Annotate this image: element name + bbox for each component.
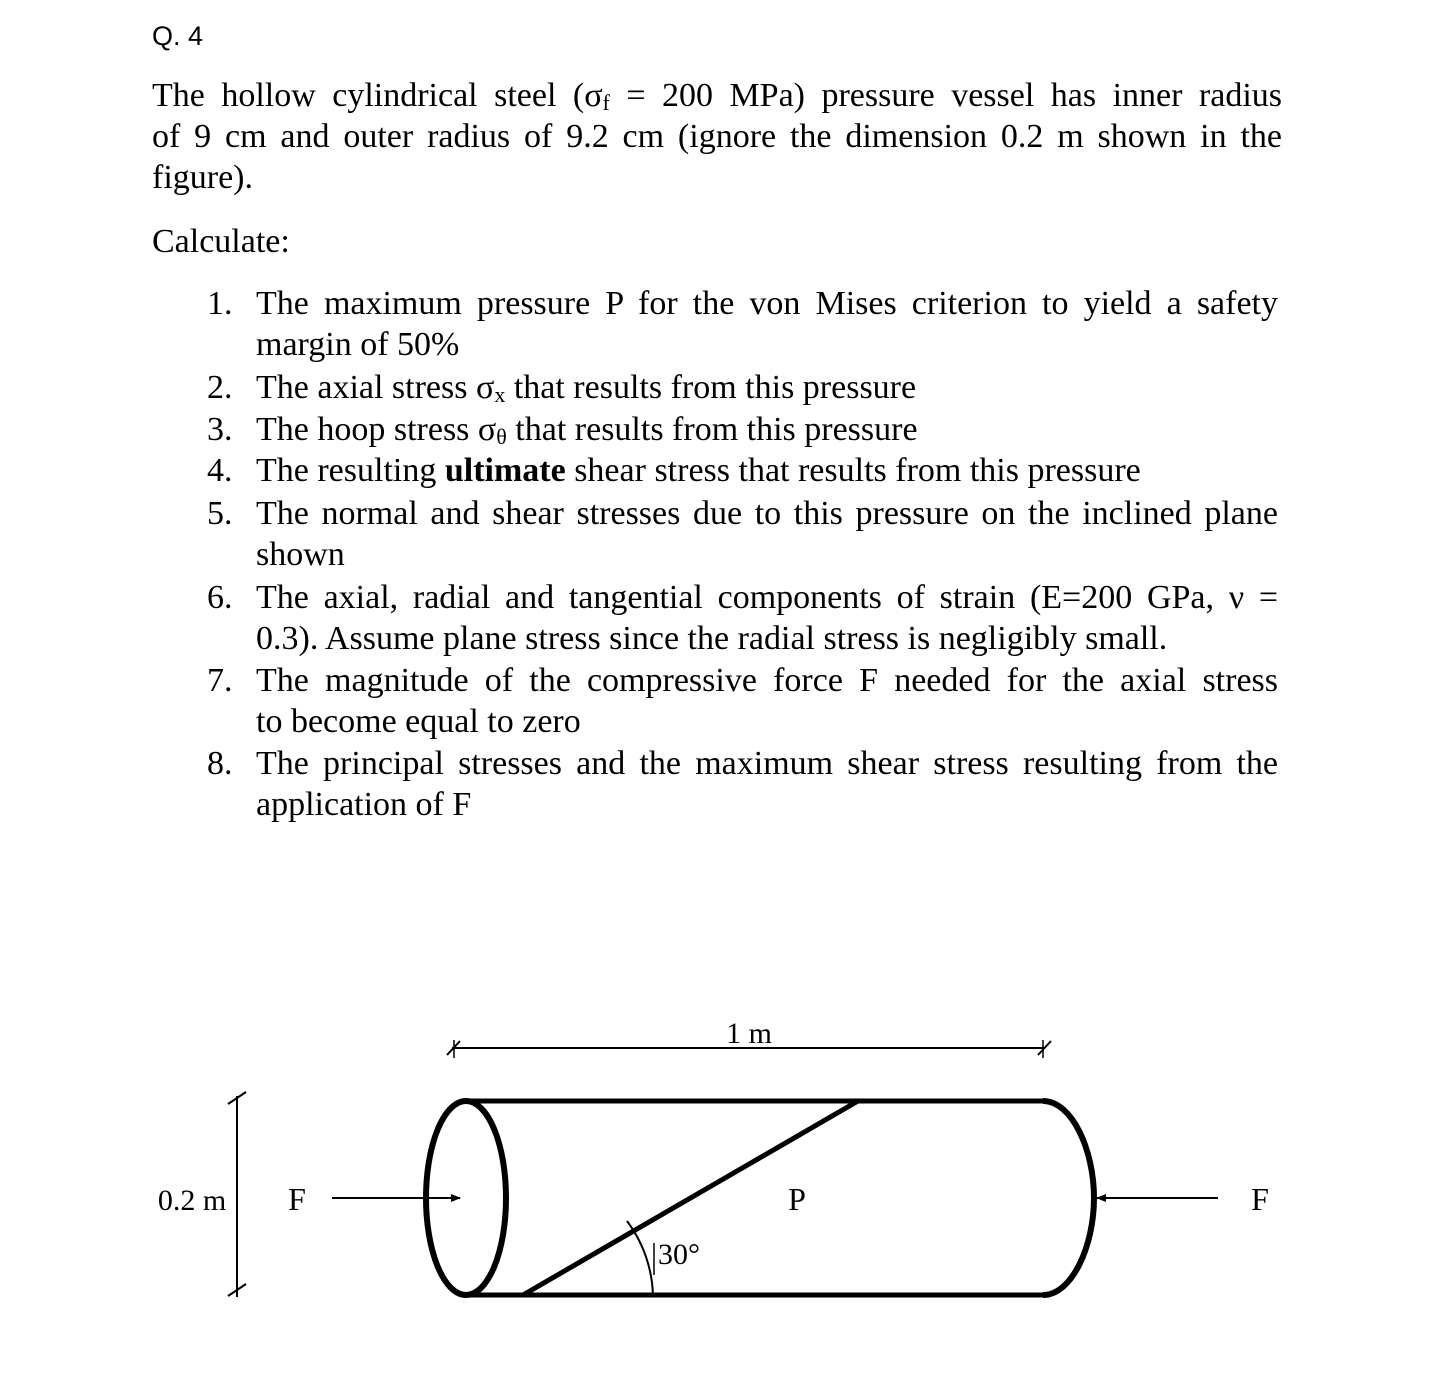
question-number: 8.	[207, 745, 233, 782]
question-number: 3.	[207, 411, 233, 448]
pressure-label: P	[788, 1181, 806, 1217]
length-dimension	[447, 1017, 1051, 1058]
problem-statement-line-3: figure).	[152, 159, 254, 196]
question-text: The hoop stress $\sigma_\theta$ that results from this pressure	[256, 411, 918, 449]
force-right-label: F	[1251, 1181, 1269, 1217]
problem-statement-line-2: of 9 cm and outer radius of 9.2 cm (ignore the dimension 0.2 m shown in the	[152, 118, 1282, 155]
question-text: The normal and shear stresses due to this pressure on the inclined plane shown	[256, 495, 1278, 573]
question-text: The magnitude of the compressive force F needed for the axial stress to become equal to zero	[256, 662, 1278, 740]
diameter-dimension	[158, 1092, 246, 1297]
emphasis-ultimate: ultimate	[444, 452, 566, 489]
question-text: The resulting ultimate shear stress that results from this pressure	[256, 452, 1141, 489]
diameter-label: 0.2 m	[157, 1184, 227, 1217]
calculate-heading: Calculate:	[152, 223, 290, 260]
cylinder-right-end	[1043, 1101, 1094, 1295]
question-number: 4.	[207, 452, 233, 489]
question-text: The axial stress $\sigma_x$ that results from this pressure	[256, 369, 917, 407]
question-number: 5.	[207, 495, 233, 532]
cylinder	[426, 1101, 1094, 1297]
force-right	[1097, 1181, 1269, 1217]
question-number: 7.	[207, 662, 233, 699]
question-text: The axial, radial and tangential components of strain (E=200 GPa, ν = 0.3). Assume plane stress since the radial stress is negligibly small.	[256, 579, 1278, 657]
problem-statement-line-1: The hollow cylindrical steel ($\sigma_f = 200$ MPa) pressure vessel has inner radius	[152, 77, 1282, 115]
angle-label: 30°	[658, 1238, 700, 1271]
force-left-label: F	[288, 1181, 306, 1217]
question-text: The principal stresses and the maximum shear stress resulting from the application of F	[256, 745, 1278, 823]
question-text: The maximum pressure P for the von Mises criterion to yield a safety margin of 50%	[256, 285, 1278, 363]
question-number: 1.	[207, 285, 233, 322]
question-number: 2.	[207, 369, 233, 406]
question-number: 6.	[207, 579, 233, 616]
question-label: Q. 4	[152, 21, 204, 51]
length-label: 1 m	[726, 1017, 772, 1050]
